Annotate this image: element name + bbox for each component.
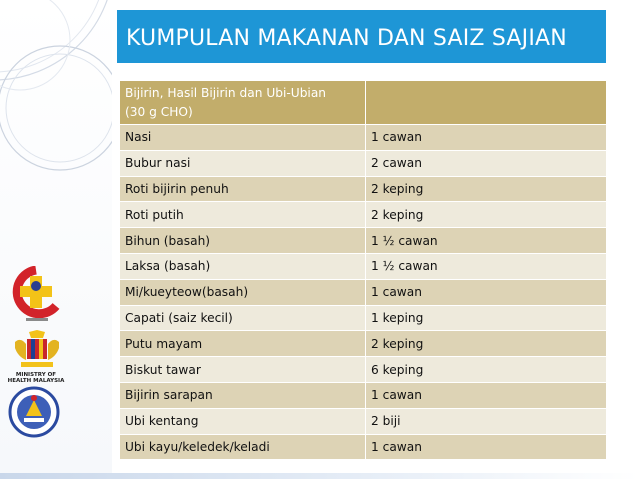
food-cell: Putu mayam — [120, 331, 366, 357]
food-cell: Roti bijirin penuh — [120, 176, 366, 202]
food-cell: Mi/kueyteow(basah) — [120, 279, 366, 305]
food-cell: Roti putih — [120, 202, 366, 228]
serving-cell: 1 ½ cawan — [366, 228, 607, 254]
table-row — [120, 357, 607, 383]
food-cell: Nasi — [120, 125, 366, 151]
malaysia-coat-of-arms-icon — [9, 330, 65, 374]
table-row — [120, 434, 607, 460]
table-row — [120, 305, 607, 331]
serving-cell: 1 cawan — [366, 279, 607, 305]
food-cell: Ubi kentang — [120, 408, 366, 434]
table-row — [120, 331, 607, 357]
serving-cell: 1 ½ cawan — [366, 253, 607, 279]
decorative-circles — [0, 0, 112, 250]
food-cell: Capati (saiz kecil) — [120, 305, 366, 331]
food-cell: Ubi kayu/keledek/keladi — [120, 434, 366, 460]
table-header-empty — [366, 81, 607, 125]
serving-cell: 6 keping — [366, 357, 607, 383]
table-row — [120, 202, 607, 228]
table-row — [120, 176, 607, 202]
table-row — [120, 125, 607, 151]
serving-cell: 2 keping — [366, 202, 607, 228]
food-cell: Bihun (basah) — [120, 228, 366, 254]
table-header-cell — [120, 81, 366, 125]
table-row — [120, 382, 607, 408]
bottom-decorative-band — [0, 473, 638, 479]
table-row — [120, 279, 607, 305]
serving-cell: 1 keping — [366, 305, 607, 331]
serving-cell: 1 cawan — [366, 434, 607, 460]
food-cell: Bijirin sarapan — [120, 382, 366, 408]
serving-cell: 2 cawan — [366, 150, 607, 176]
food-cell: Biskut tawar — [120, 357, 366, 383]
table-row — [120, 228, 607, 254]
food-serving-table — [119, 80, 607, 460]
association-logo-icon — [12, 266, 60, 328]
header-line-1: Bijirin, Hasil Bijirin dan Ubi-Ubian — [125, 85, 327, 100]
table-row — [120, 408, 607, 434]
food-cell: Laksa (basah) — [120, 253, 366, 279]
table-row — [120, 253, 607, 279]
header-line-2: (30 g CHO) — [125, 104, 193, 119]
serving-cell: 2 keping — [366, 331, 607, 357]
table-row — [120, 150, 607, 176]
serving-cell: 1 cawan — [366, 382, 607, 408]
food-cell: Bubur nasi — [120, 150, 366, 176]
serving-cell: 2 keping — [366, 176, 607, 202]
ministry-caption: MINISTRY OF HEALTH MALAYSIA — [7, 372, 65, 384]
slide-title: KUMPULAN MAKANAN DAN SAIZ SAJIAN — [126, 26, 567, 51]
title-bar — [117, 10, 606, 63]
table-header-row — [120, 81, 607, 125]
serving-cell: 2 biji — [366, 408, 607, 434]
university-crest-icon — [8, 386, 60, 438]
serving-cell: 1 cawan — [366, 125, 607, 151]
